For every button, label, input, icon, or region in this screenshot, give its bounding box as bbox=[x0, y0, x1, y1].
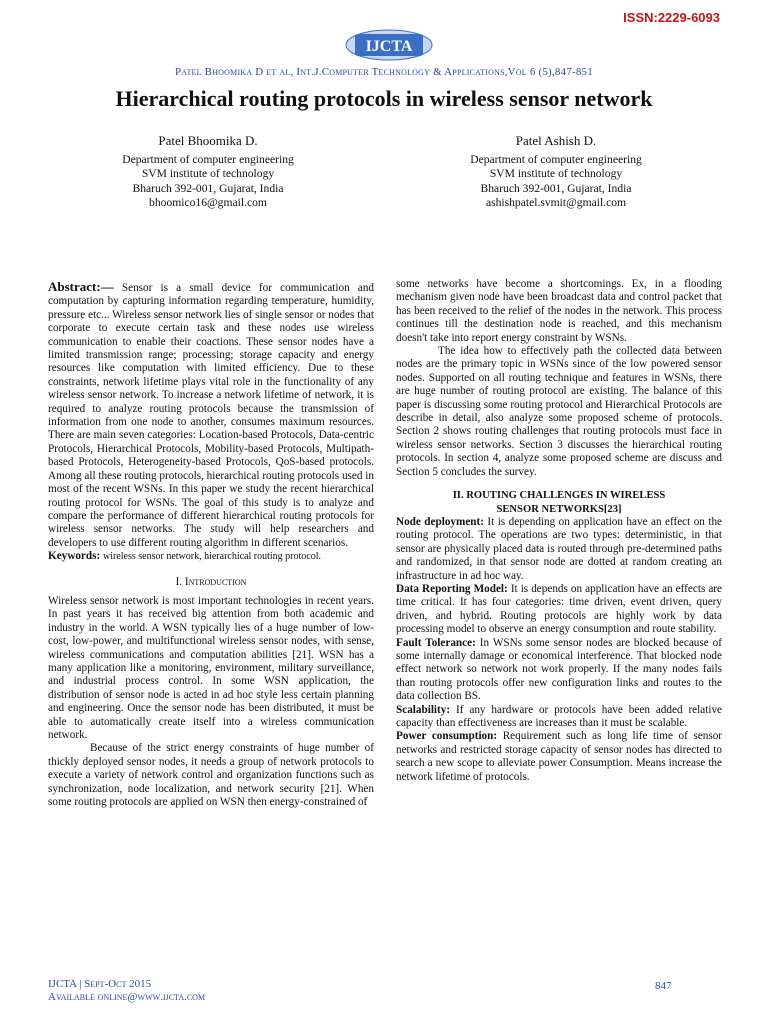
footer-website-link[interactable]: Available online@www.ijcta.com bbox=[48, 991, 206, 1003]
abstract-label: Abstract:— bbox=[48, 279, 114, 294]
challenge-power-consumption: Power consumption: Requirement such as long life time of sensor networks and restricted storage capacity of sensor nodes has directed to search a new scope to alleviate power Consumption. Means increase the network lifetime of protocols. bbox=[396, 730, 723, 783]
author-block-1 bbox=[78, 134, 338, 211]
author-email: bhoomico16@gmail.com bbox=[149, 196, 267, 209]
author-institute: SVM institute of technology bbox=[141, 167, 275, 180]
author-institute: SVM institute of technology bbox=[489, 167, 623, 180]
keywords-text: wireless sensor network, hierarchical routing protocol. bbox=[103, 551, 321, 563]
author-block-2 bbox=[426, 134, 686, 211]
author-address: Bharuch 392-001, Gujarat, India bbox=[480, 181, 632, 195]
intro-paragraph-2: Because of the strict energy constraints of huge number of thickly deployed sensor nodes, it needs a group of network protocols to execute a variety of network control and organization functions such as synchronization, node localization, and network security [21]. When some routing protocols are applied on WSN then energy-constrained of bbox=[48, 742, 374, 809]
keywords-label: Keywords: bbox=[48, 550, 101, 563]
challenge-scalability: Scalability: If any hardware or protocols have been added relative capacity than effectiveness are increases than it must be scalable. bbox=[396, 703, 722, 729]
body-paragraph-2: The idea how to effectively path the collected data between nodes are the primary topic in WSNs since of the low powered sensor nodes. Supported on all routing technique and features in WSNs, there are huge number of routing protocol are existing. The balance of this paper is discussing some routing protocol and Hierarchical Protocols are describe in detail, also analyze some proposed scheme of protocols. Section 2 shows routing challenges that routing protocols must face in wireless sensor networks. Section 3 discusses the hierarchical routing protocols. In section 4, analyze some proposed scheme are discuss and Section 5 concludes the survey. bbox=[396, 345, 722, 478]
author-department: Department of computer engineering bbox=[470, 152, 642, 166]
body-paragraph-1: some networks have become a shortcomings. Ex, in a flooding mechanism given node have been broadcast data and control packet that has been received to the relief of the nodes in the network. This process continues till the destination node is reached, and this mechanism doesn't take into report energy constraint by WSNs. bbox=[396, 278, 722, 344]
journal-logo bbox=[345, 28, 433, 62]
svg-text:IJCTA: IJCTA bbox=[365, 38, 413, 55]
author-name: Patel Ashish D. bbox=[515, 133, 597, 148]
section-heading-introduction: I. Introduction bbox=[175, 575, 247, 588]
author-email: ashishpatel.svmit@gmail.com bbox=[485, 196, 627, 209]
section-heading-routing-challenges: II. ROUTING CHALLENGES IN WIRELESS SENSOR NETWORKS[23] bbox=[452, 490, 666, 515]
footer-journal bbox=[48, 978, 205, 1004]
abstract bbox=[48, 280, 374, 550]
issn-number: ISSN:2229-6093 bbox=[623, 10, 720, 25]
challenge-fault-tolerance: Fault Tolerance: In WSNs some sensor nodes are blocked because of some internally damage or economical interference. That blocked node effect network so network not work properly. If the many nodes fails than routing protocols offer new configuration links and routes to the data collection BS. bbox=[396, 636, 722, 703]
footer-issue: IJCTA | Sept-Oct 2015 bbox=[48, 978, 152, 990]
page-number: 847 bbox=[655, 980, 672, 992]
abstract-text: Sensor is a small device for communication and computation by capturing information regarding temperature, humidity, pressure etc... Wireless sensor network lies of single sensor or nodes that corporate to execute certain task and these nodes use wireless communication to enable their coactions. These sensor nodes have a limited transmission range; processing; storage capacity and energy resources like computation with limited efficiency. Due to these constraints, network lifetime plays vital role in the functionality of any wireless sensor network. To increase a network lifetime of network, it is required to analyze routing protocols because the transmission of information from one node to another, consumes maximum resources. There are main seven categories: Location-based Protocols, Data-centric Protocols, Hierarchical Protocols, Mobility-based Protocols, Multipath-based Protocols, Heterogeneity-based Protocols, QoS-based protocols. Among all these routing protocols, hierarchical routing protocols used in most of the recent WSNs. In this paper we study the recent hierarchical routing protocol for WSNs. The goal of this study is to analyze and compare the performance of different hierarchical routing protocols for wireless sensor networks. The study will help researchers and developers to use different routing algorithm in different scenarios. bbox=[48, 282, 375, 549]
author-name: Patel Bhoomika D. bbox=[158, 133, 258, 148]
journal-citation: Patel Bhoomika D et al, Int.J.Computer Technology & Applications,Vol 6 (5),847-851 bbox=[175, 66, 593, 78]
intro-paragraph-1: Wireless sensor network is most important technologies in recent years. In past years it has received big attention from both academic and industry in the world. A WSN typically lies of a huge number of low-cost, low-power, and multifunctional wireless sensor nodes, with sense, wireless communications and computation abilities [21]. WSN has a many application like a monitoring, environment, military surveillance, and industrial process control. In some WSN application, the distribution of sensor node is acted in ad hoc style less certain planning and engineering. Once the sensor node has been distributed, it must be able to automatically create itself into a wireless communication network. bbox=[48, 594, 374, 741]
author-department: Department of computer engineering bbox=[122, 152, 294, 166]
keywords bbox=[48, 550, 374, 563]
left-column bbox=[48, 280, 374, 809]
right-column bbox=[396, 278, 722, 784]
challenge-data-reporting: Data Reporting Model: It is depends on application have an effects are time critical. It has four categories: time driven, event driven, query driven, and hybrid. Routing protocols are highly work by data processing model to observe an energy consumption and route stability. bbox=[396, 582, 722, 636]
author-address: Bharuch 392-001, Gujarat, India bbox=[132, 181, 284, 195]
paper-title: Hierarchical routing protocols in wireless sensor network bbox=[115, 86, 653, 111]
challenge-node-deployment: Node deployment: It is depending on application have an effect on the routing protocol. The operations are two types: deterministic, in that sensor are physically placed data is routed through pre-determined paths and randomized, in that sensor node are dotted at random creating an infrastructure in ad hoc way. bbox=[396, 515, 722, 582]
